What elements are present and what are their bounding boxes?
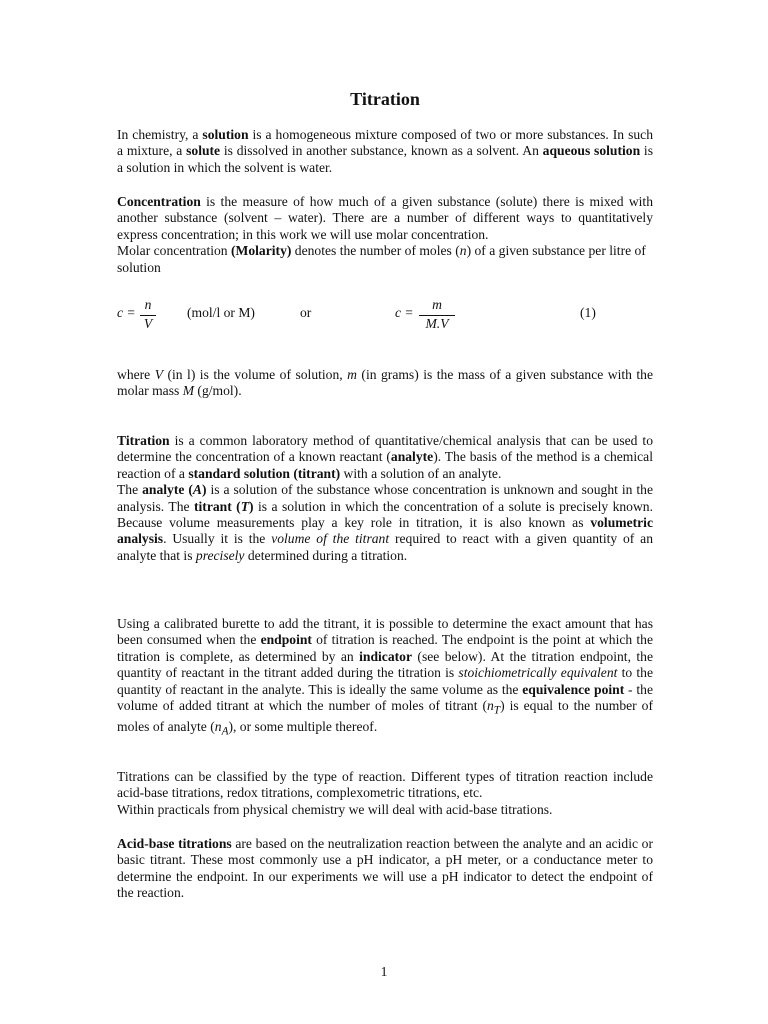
units-label: (mol/l or M) <box>187 305 255 320</box>
paragraph-titration: Titration is a common laboratory method of quantitative/chemical analysis that can be used to determine the concentration of a known reactant (analyte). The basis of the method is a chemical reaction of a standard solution (titrant) with a solution of an analyte. The analyte (A) is a solution of the substance whose concentration is unknown and sought in the analysis. The titrant (T) is a solution in which the concentration of a solute is precisely known. Because volume measurements play a key role in titration, it is also known as volumetric analysis. Usually it is the volume of the titrant required to react with a given quantity of an analyte that is precisely determined during a titration. <box>117 433 653 563</box>
paragraph-acid-base: Acid-base titrations are based on the neutralization reaction between the analyte and an acidic or basic titrant. These most commonly use a pH indicator, a pH meter, or a conductance meter to determine the endpoint. In our experiments we will use a pH indicator to detect the endpoint of the reaction. <box>117 836 654 901</box>
equation-molarity: c = n V (mol/l or M) or c = m M.V (1) <box>117 297 596 331</box>
page-number: 1 <box>380 964 388 979</box>
paragraph-solution: In chemistry, a solution is a homogeneous mixture composed of two or more substances. In such a mixture, a solute is dissolved in another substance, known as a solvent. An aqueous solution is a solution in which the solvent is water. <box>117 127 653 175</box>
paragraph-endpoint: Using a calibrated burette to add the titrant, it is possible to determine the exact amount that has been consumed when the endpoint of titration is reached. The endpoint is the point at which the titration is complete, as determined by an indicator (see below). At the titration endpoint, the quantity of reactant in the titrant added during the titration is stoichiometrically equivalent to the quantity of reactant in the analyte. This is ideally the same volume as the equivalence point - the volume of added titrant at which the number of moles of titrant $(n_T)$ is equal to the number of moles of analyte $(n_A)$, or some multiple thereof. <box>117 616 653 738</box>
equation-number: (1) <box>580 305 596 320</box>
page-title: Titration <box>350 89 420 109</box>
paragraph-variables: where V (in l) is the volume of solution, m (in grams) is the mass of a given substance with the molar mass M (g/mol). <box>117 367 654 399</box>
or-label: or <box>300 305 312 320</box>
paragraph-concentration: Concentration is the measure of how much of a given substance (solute) there is mixed with another substance (solvent – water). There are a number of different ways to quantitatively express concentration; in this work we will use molar concentration. Molar concentration (Molarity) denotes the number of moles (n) of a given substance per litre of solution <box>117 194 653 275</box>
paragraph-classification: Titrations can be classified by the type of reaction. Different types of titration reaction include acid-base titrations, redox titrations, complexometric titrations, etc. Within practicals from physical chemistry we will deal with acid-base titrations. <box>117 769 653 817</box>
